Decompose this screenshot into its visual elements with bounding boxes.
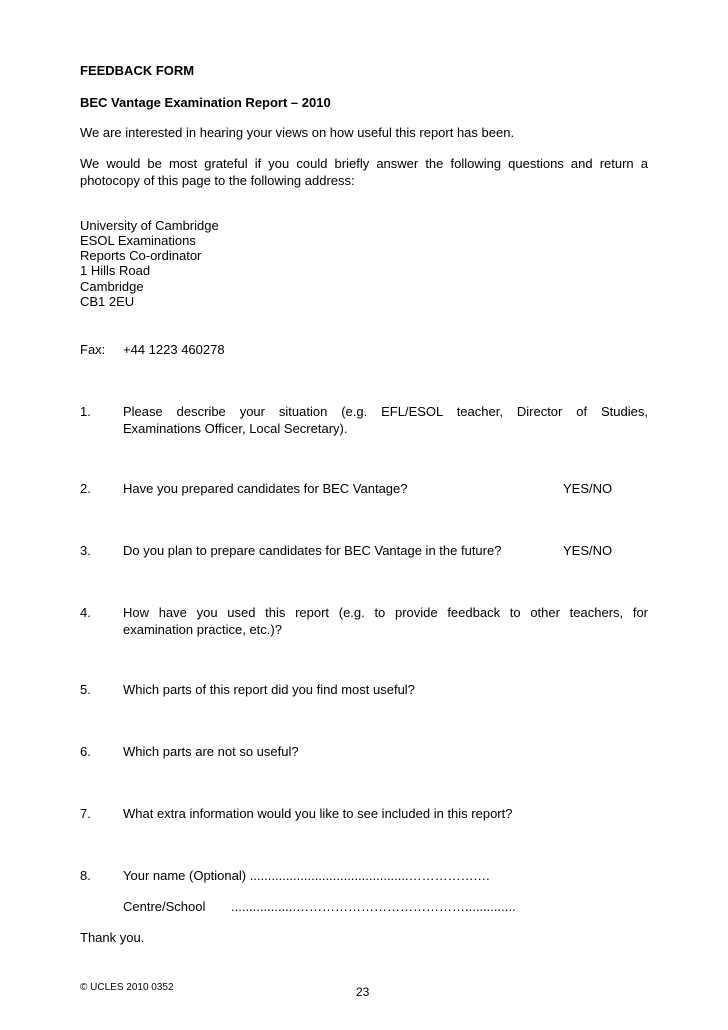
question-number: 1. (80, 404, 91, 419)
question-number: 5. (80, 682, 91, 697)
yes-no-option[interactable]: YES/NO (563, 543, 613, 558)
question-text-line-2: Examinations Officer, Local Secretary). (123, 421, 348, 436)
intro-line-1: We are interested in hearing your views on how useful this report has been. (80, 125, 515, 140)
address-line: University of Cambridge (80, 218, 219, 233)
fax-number: +44 1223 460278 (123, 342, 225, 357)
intro-line-3: photocopy of this page to the following address: (80, 173, 355, 188)
question-number: 4. (80, 605, 91, 620)
copyright-notice: © UCLES 2010 0352 (80, 982, 174, 993)
question-4 (123, 604, 648, 638)
question-number: 3. (80, 543, 91, 558)
question-text-line-1: How have you used this report (e.g. to provide feedback to other teachers, for (123, 605, 648, 620)
address-line: Cambridge (80, 279, 144, 294)
question-7-text: What extra information would you like to see included in this report? (123, 806, 513, 821)
intro-line-2: We would be most grateful if you could briefly answer the following questions and return a (80, 156, 648, 171)
address-line: Reports Co-ordinator (80, 248, 202, 263)
question-number: 8. (80, 868, 91, 883)
closing-text: Thank you. (80, 930, 145, 945)
question-number: 2. (80, 481, 91, 496)
question-number: 7. (80, 806, 91, 821)
centre-school-label: Centre/School (123, 899, 206, 914)
question-6-text: Which parts are not so useful? (123, 744, 299, 759)
centre-school-field[interactable]: ..................………………………………….............. (231, 899, 516, 914)
question-1 (123, 403, 648, 437)
question-number: 6. (80, 744, 91, 759)
question-text-line-1: Please describe your situation (e.g. EFL/ESOL teacher, Director of Studies, (123, 404, 648, 419)
question-5-text: Which parts of this report did you find most useful? (123, 682, 415, 697)
question-3-text: Do you plan to prepare candidates for BEC Vantage in the future? (123, 543, 502, 558)
form-title: FEEDBACK FORM (80, 63, 195, 78)
question-text-line-2: examination practice, etc.)? (123, 622, 282, 637)
report-title: BEC Vantage Examination Report – 2010 (80, 95, 331, 110)
address-line: 1 Hills Road (80, 263, 151, 278)
fax-label: Fax: (80, 342, 106, 357)
yes-no-option[interactable]: YES/NO (563, 481, 613, 496)
name-field[interactable]: Your name (Optional) ............................................…………….… (123, 868, 491, 883)
page-number: 23 (356, 985, 370, 999)
address-line: CB1 2EU (80, 294, 135, 309)
question-2-text: Have you prepared candidates for BEC Vantage? (123, 481, 408, 496)
address-line: ESOL Examinations (80, 233, 196, 248)
